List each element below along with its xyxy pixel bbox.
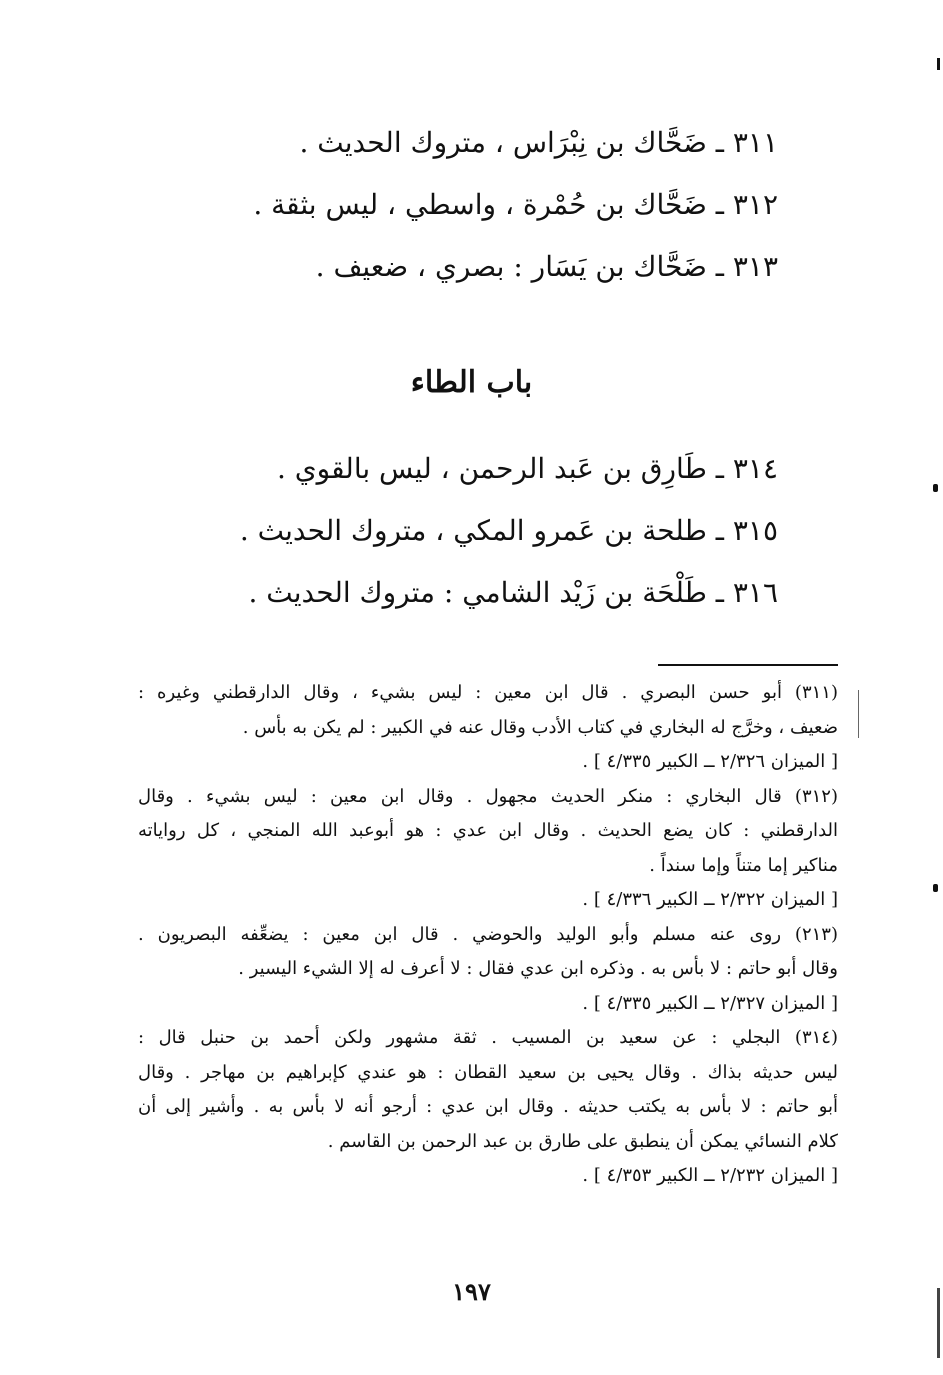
entry-314: ٣١٤ ـ طَارِق بن عَبد الرحمن ، ليس بالقوي . xyxy=(276,452,778,485)
footnote-line: [ الميزان ٢/٣٢٧ ــ الكبير ٤/٣٣٥ ] . xyxy=(582,992,838,1014)
entry-313: ٣١٣ ـ ضَحَّاك بن يَسَار : بصري ، ضعيف . xyxy=(315,250,778,283)
entry-312: ٣١٢ ـ ضَحَّاك بن حُمْرة ، واسطي ، ليس بثقة . xyxy=(253,188,778,221)
scan-margin-mark xyxy=(933,484,938,492)
footnote-line: مناكير إما متناً وإما سنداً . xyxy=(649,854,838,876)
entry-311: ٣١١ ـ ضَحَّاك بن نِبْرَاس ، متروك الحديث . xyxy=(299,126,778,159)
footnote-line: (٣١١) أبو حسن البصري . قال ابن معين : ليس بشيء ، وقال الدارقطني وغيره : xyxy=(138,682,838,703)
footnote-line: (٣١٤) البجلي : عن سعيد بن المسيب . ثقة مشهور ولكن أحمد بن حنبل قال : xyxy=(138,1027,838,1048)
footnote-line: [ الميزان ٢/٢٣٢ ــ الكبير ٤/٣٥٣ ] . xyxy=(582,1165,838,1186)
footnote-line: ليس حديثه بذاك . وقال يحيى بن سعيد القطان : هو عندي كإبراهيم بن مهاجر . وقال xyxy=(138,1061,838,1083)
footnote-line: كلام النسائي يمكن أن ينطبق على طارق بن عبد الرحمن بن القاسم . xyxy=(327,1130,838,1152)
entries-list-ta xyxy=(158,438,778,624)
footnote-line: ضعيف ، وخرَّج له البخاري في كتاب الأدب وقال عنه في الكبير : لم يكن به بأس . xyxy=(242,716,838,738)
footnote-divider xyxy=(658,664,838,666)
scan-margin-mark xyxy=(937,1288,940,1358)
footnote-line: أبو حاتم : لا بأس به يكتب حديثه . وقال ابن عدي : أرجو أنه لا بأس به . وأشير إلى أن xyxy=(138,1096,838,1117)
scan-margin-mark xyxy=(858,690,859,738)
footnote-line: (٢١٣) روى عنه مسلم وأبو الوليد والحوضي . قال ابن معين : يضعِّفه البصريون . xyxy=(138,923,838,945)
entries-list-dad xyxy=(158,112,778,298)
footnote-line: (٣١٢) قال البخاري : منكر الحديث مجهول . وقال ابن معين : ليس بشيء . وقال xyxy=(138,785,838,807)
scan-margin-mark xyxy=(937,58,940,70)
scan-margin-mark xyxy=(933,884,938,892)
entry-315: ٣١٥ ـ طلحة بن عَمرو المكي ، متروك الحديث . xyxy=(239,514,778,547)
section-heading: باب الطاء xyxy=(410,365,533,400)
footnote-line: [ الميزان ٢/٣٢٢ ــ الكبير ٤/٣٣٦ ] . xyxy=(582,889,838,910)
footnotes xyxy=(138,676,838,1194)
footnote-line: الدارقطني : كان يضع الحديث . وقال ابن عدي : هو أبوعبد الله المنجي ، كل رواياته xyxy=(138,820,838,841)
page-number: ١٩٧ xyxy=(452,1277,491,1306)
entry-316: ٣١٦ ـ طَلْحَة بن زَيْد الشامي : متروك الحديث . xyxy=(248,576,778,609)
footnote-line: وقال أبو حاتم : لا بأس به . وذكره ابن عدي فقال : لا أعرف له إلا الشيء اليسير . xyxy=(238,958,838,979)
footnote-line: [ الميزان ٢/٣٢٦ ــ الكبير ٤/٣٣٥ ] . xyxy=(582,751,838,772)
